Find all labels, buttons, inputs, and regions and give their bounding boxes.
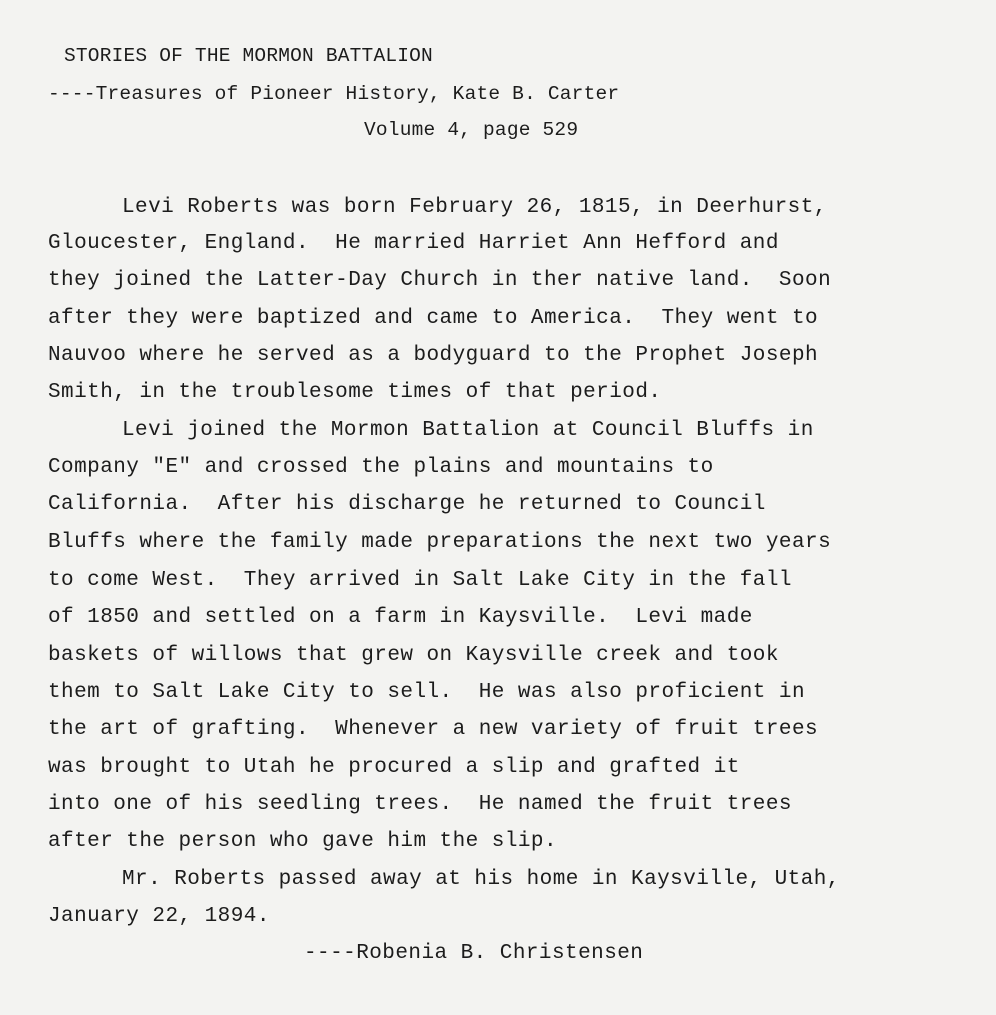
paragraph-2-line-3: California. After his discharge he returned to Council [48, 493, 766, 516]
paragraph-2-line-11: into one of his seedling trees. He named the fruit trees [48, 793, 792, 816]
paragraph-1-line-4: after they were baptized and came to America. They went to [48, 307, 819, 330]
paragraph-3-line-1: Mr. Roberts passed away at his home in Kaysville, Utah, [122, 868, 840, 891]
paragraph-1-line-6: Smith, in the troublesome times of that period. [48, 381, 662, 404]
paragraph-2-line-6: of 1850 and settled on a farm in Kaysville. Levi made [48, 606, 753, 629]
paragraph-2-line-10: was brought to Utah he procured a slip and grafted it [48, 756, 740, 779]
paragraph-1-line-5: Nauvoo where he served as a bodyguard to the Prophet Joseph [48, 344, 819, 367]
paragraph-1-line-3: they joined the Latter-Day Church in ther native land. Soon [48, 269, 832, 292]
paragraph-2-line-1: Levi joined the Mormon Battalion at Council Bluffs in [122, 419, 814, 442]
document-title: STORIES OF THE MORMON BATTALION [64, 45, 433, 67]
paragraph-1-line-1: Levi Roberts was born February 26, 1815, in Deerhurst, [122, 196, 827, 219]
author-signature: ----Robenia B. Christensen [304, 942, 644, 965]
paragraph-1-line-2: Gloucester, England. He married Harriet Ann Hefford and [48, 232, 779, 255]
volume-reference: Volume 4, page 529 [364, 119, 579, 141]
source-citation: ----Treasures of Pioneer History, Kate B. Carter [48, 83, 620, 105]
paragraph-2-line-7: baskets of willows that grew on Kaysville creek and took [48, 644, 779, 667]
paragraph-2-line-5: to come West. They arrived in Salt Lake City in the fall [48, 569, 792, 592]
paragraph-2-line-8: them to Salt Lake City to sell. He was also proficient in [48, 681, 806, 704]
paragraph-2-line-12: after the person who gave him the slip. [48, 830, 558, 853]
paragraph-2-line-2: Company "E" and crossed the plains and mountains to [48, 456, 714, 479]
paragraph-3-line-2: January 22, 1894. [48, 905, 270, 928]
paragraph-2-line-4: Bluffs where the family made preparations the next two years [48, 531, 832, 554]
paragraph-2-line-9: the art of grafting. Whenever a new variety of fruit trees [48, 718, 819, 741]
